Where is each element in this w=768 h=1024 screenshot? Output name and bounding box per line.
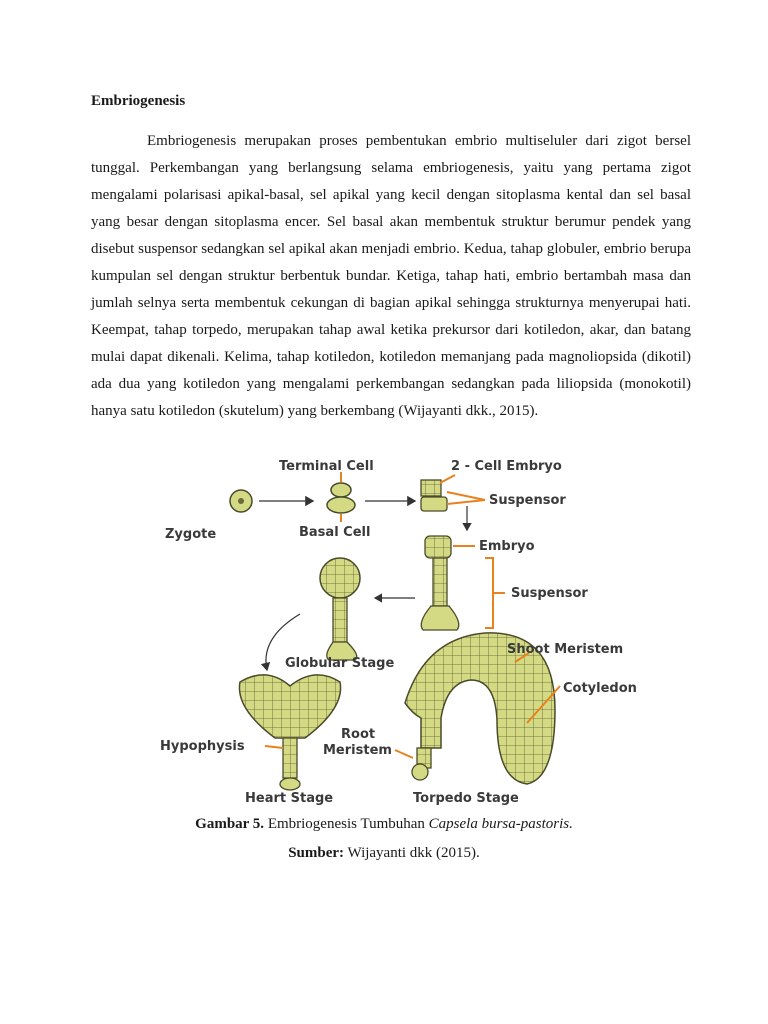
label-torpedo-stage: Torpedo Stage bbox=[413, 791, 519, 806]
label-suspensor-top: Suspensor bbox=[489, 493, 566, 508]
label-basal-cell: Basal Cell bbox=[299, 525, 371, 540]
label-root: Root bbox=[341, 727, 376, 742]
figure-source bbox=[0, 845, 768, 862]
label-suspensor-mid: Suspensor bbox=[511, 586, 588, 601]
label-zygote: Zygote bbox=[165, 527, 217, 542]
terminal-cell bbox=[331, 483, 351, 497]
caption-text: Embriogenesis Tumbuhan bbox=[264, 816, 429, 832]
label-meristem: Meristem bbox=[323, 743, 392, 758]
source-label: Sumber: bbox=[288, 845, 345, 861]
caption-species: Capsela bursa-pastoris. bbox=[428, 816, 573, 832]
basal-cell-shape bbox=[327, 497, 355, 513]
section-heading: Embriogenesis bbox=[91, 93, 186, 109]
label-hypophysis: Hypophysis bbox=[160, 739, 245, 754]
label-terminal-cell: Terminal Cell bbox=[279, 459, 374, 474]
heart-embryo bbox=[239, 675, 340, 738]
label-globular-stage: Globular Stage bbox=[285, 656, 395, 671]
label-cotyledon: Cotyledon bbox=[563, 681, 637, 696]
source-text: Wijayanti dkk (2015). bbox=[344, 845, 480, 861]
embryogenesis-diagram bbox=[155, 448, 665, 810]
label-heart-stage: Heart Stage bbox=[245, 791, 334, 806]
globular-embryo bbox=[320, 558, 360, 598]
label-shoot-meristem: Shoot Meristem bbox=[507, 642, 624, 657]
body-paragraph: Embriogenesis merupakan proses pembentukan embrio multiseluler dari zigot bersel tunggal. Perkembangan yang berlangsung selama embriogenesis, yaitu yang pertama zigot mengalami polarisasi apikal-basal, sel apikal yang kecil dengan sitoplasma kental dan sel basal yang besar dengan sitoplasma encer. Sel basal akan membentuk struktur berumur pendek yang disebut suspensor sedangkan sel apikal akan menjadi embrio. Kedua, tahap globuler, embrio berupa kumpulan sel dengan struktur berbentuk bundar. Ketiga, tahap hati, embrio bertambah masa dan jumlah selnya serta membentuk cekungan di bagian apikal sehingga strukturnya menyerupai hati. Keempat, tahap torpedo, merupakan tahap awal ketika prekursor dari kotiledon, akar, dan batang mulai dapat dikenali. Kelima, tahap kotiledon, kotiledon memanjang pada magnoliopsida (dikotil) ada dua yang kotiledon yang mengalami perkembangan sedangkan pada liliopsida (monokotil) hanya satu kotiledon (skutelum) yang berkembang (Wijayanti dkk., 2015). bbox=[91, 133, 691, 419]
embryogenesis-figure bbox=[155, 448, 665, 810]
figure-caption bbox=[0, 816, 768, 833]
label-two-cell-embryo: 2 - Cell Embryo bbox=[451, 459, 562, 474]
caption-label: Gambar 5. bbox=[195, 816, 265, 832]
label-embryo: Embryo bbox=[479, 539, 535, 554]
